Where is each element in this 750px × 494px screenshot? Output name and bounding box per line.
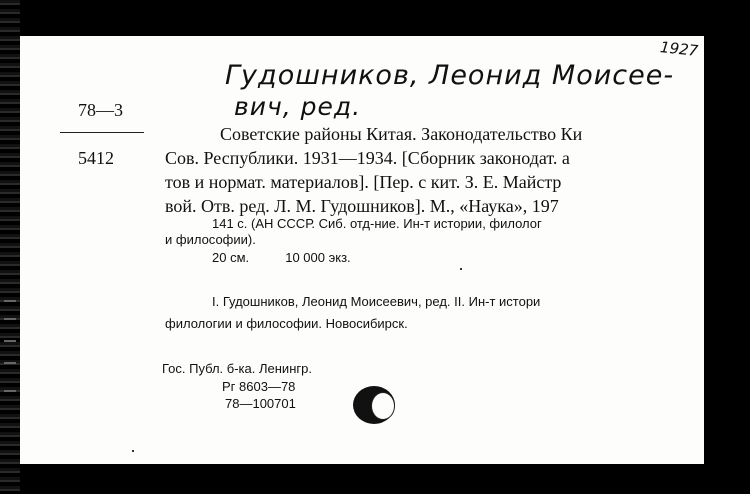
dust-speck: [132, 450, 134, 452]
shelf-mark-bottom: 5412: [78, 148, 114, 168]
library-number: 78—100701: [225, 396, 296, 411]
ink-stamp: [353, 386, 395, 424]
entry-title-line4: вой. Отв. ред. Л. М. Гудошников]. М., «Наука», 197: [165, 196, 559, 216]
shelf-mark-divider: [60, 132, 144, 133]
entry-title-line1: Советские районы Китая. Законодательство Ки: [220, 124, 583, 144]
entry-tracing-line1: I. Гудошников, Леонид Моисеевич, ред. II. Ин-т истори: [212, 294, 541, 309]
library-name: Гос. Публ. б-ка. Ленингр.: [162, 361, 312, 376]
entry-title-line2: Сов. Республики. 1931—1934. [Сборник законодат. а: [165, 148, 570, 168]
entry-size-line: 20 см. 10 000 экз.: [212, 250, 351, 265]
handwritten-heading-line2: вич, ред.: [234, 92, 362, 121]
film-edge: [0, 0, 20, 494]
dust-speck: [460, 268, 462, 270]
handwritten-heading-line1: Гудошников, Леонид Моисее-: [225, 60, 675, 91]
entry-title-line3: тов и нормат. материалов]. [Пер. с кит. З. Е. Майстр: [165, 172, 562, 192]
library-code: Рг 8603—78: [222, 379, 296, 394]
shelf-mark-top: 78—3: [78, 100, 123, 120]
entry-collation-line: 141 с. (АН СССР. Сиб. отд-ние. Ин-т истории, филолог: [212, 216, 542, 231]
corner-number: 1927: [659, 38, 700, 60]
entry-tracing-line2: филологии и философии. Новосибирск.: [165, 316, 408, 331]
entry-series-line: и философии).: [165, 232, 256, 247]
catalog-card: [20, 36, 704, 464]
